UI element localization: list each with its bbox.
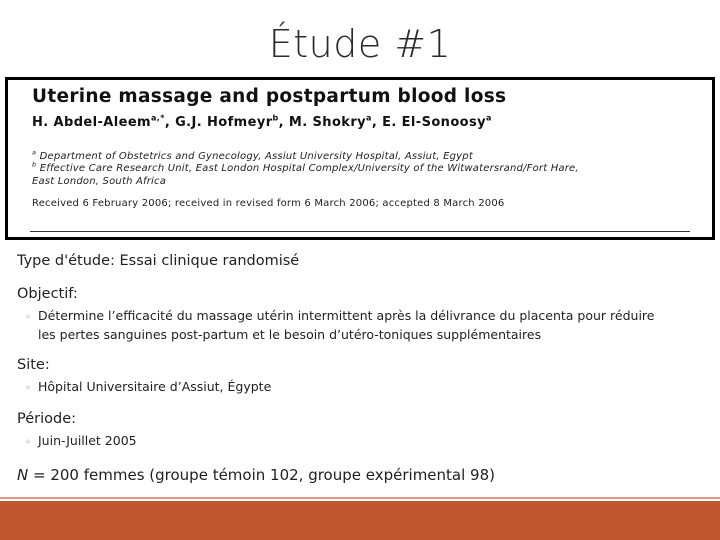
author-name: , M. Shokry bbox=[278, 115, 367, 130]
sample-size-text: = 200 femmes (groupe témoin 102, groupe expérimental 98) bbox=[28, 466, 495, 484]
author-affiliation-mark: a bbox=[366, 113, 372, 123]
objectif-text-line1: Détermine l’efficacité du massage utérin intermittent après la délivrance du placenta pour réduire bbox=[38, 308, 655, 323]
footer-divider bbox=[0, 497, 720, 499]
study-type: Type d'étude: Essai clinique randomisé bbox=[17, 253, 300, 269]
paper-header-image bbox=[5, 77, 715, 240]
bullet-icon: ◦ bbox=[25, 312, 31, 323]
affiliation-mark: b bbox=[32, 160, 37, 169]
objectif-heading: Objectif: bbox=[17, 286, 78, 302]
author-affiliation-mark: a,* bbox=[150, 113, 165, 123]
paper-authors bbox=[32, 115, 492, 130]
n-symbol: N bbox=[17, 466, 29, 484]
author-name: H. Abdel-Aleem bbox=[32, 115, 151, 130]
site-heading: Site: bbox=[17, 357, 50, 373]
affiliation-text: Effective Care Research Unit, East London Hospital Complex/University of the Witwatersrand/Fort Hare, bbox=[36, 163, 579, 174]
received-dates: Received 6 February 2006; received in revised form 6 March 2006; accepted 8 March 2006 bbox=[32, 198, 505, 209]
sample-size bbox=[17, 466, 495, 484]
periode-bullet bbox=[25, 432, 137, 451]
affiliation-text: Department of Obstetrics and Gynecology, Assiut University Hospital, Assiut, Egypt bbox=[36, 151, 473, 162]
affiliation-mark: a bbox=[32, 148, 37, 157]
author-affiliation-mark: b bbox=[272, 113, 279, 123]
slide-title: Étude #1 bbox=[268, 22, 452, 66]
objectif-bullet bbox=[25, 307, 720, 343]
divider bbox=[30, 231, 690, 232]
periode-heading: Période: bbox=[17, 411, 77, 427]
periode-text: Juin-Juillet 2005 bbox=[38, 433, 137, 448]
bullet-icon: ◦ bbox=[25, 383, 31, 394]
author-affiliation-mark: a bbox=[486, 113, 492, 123]
author-name: , G.J. Hofmeyr bbox=[164, 115, 273, 130]
site-bullet bbox=[25, 378, 271, 397]
site-text: Hôpital Universitaire d’Assiut, Égypte bbox=[38, 379, 272, 394]
objectif-text-line2: les pertes sanguines post-partum et le besoin d’utéro-toniques supplémentaires bbox=[38, 327, 542, 342]
paper-title: Uterine massage and postpartum blood loss bbox=[32, 86, 507, 107]
affiliation-b bbox=[32, 162, 579, 188]
bullet-icon: ◦ bbox=[25, 437, 31, 448]
affiliation-text: East London, South Africa bbox=[32, 176, 167, 187]
author-name: , E. El-Sonoosy bbox=[371, 115, 486, 130]
footer-bar bbox=[0, 501, 720, 540]
